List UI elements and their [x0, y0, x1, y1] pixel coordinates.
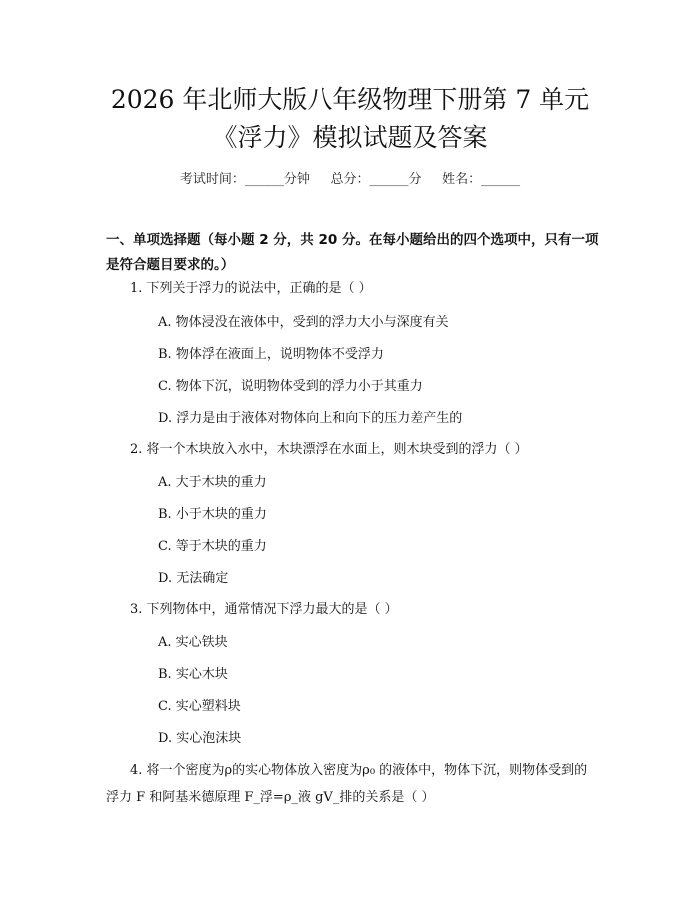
question-1-option-c: C. 物体下沉，说明物体受到的浮力小于其重力	[158, 379, 423, 394]
question-3-option-a: A. 实心铁块	[158, 635, 228, 650]
question-1-option-a: A. 物体浸没在液体中，受到的浮力大小与深度有关	[158, 315, 449, 330]
question-3-option-c: C. 实心塑料块	[158, 699, 241, 714]
question-3-stem: 3. 下列物体中，通常情况下浮力最大的是（ ）	[130, 602, 398, 617]
question-2-stem: 2. 将一个木块放入水中，木块漂浮在水面上，则木块受到的浮力（ ）	[130, 442, 528, 457]
document-title-line2: 《浮力》模拟试题及答案	[212, 123, 488, 152]
question-2-option-d: D. 无法确定	[158, 571, 229, 586]
question-4-stem: 4. 将一个密度为ρ的实心物体放入密度为ρ₀ 的液体中，物体下沉，则物体受到的浮力 F 和阿基米德原理 F_浮=ρ_液 gV_排的关系是（ ）	[106, 763, 588, 805]
question-3-option-d: D. 实心泡沫块	[158, 731, 242, 746]
question-1-stem: 1. 下列关于浮力的说法中，正确的是（ ）	[130, 281, 372, 296]
question-2-option-a: A. 大于木块的重力	[158, 475, 267, 490]
question-2-option-b: B. 小于木块的重力	[158, 507, 267, 522]
exam-info-line: 考试时间：______分钟 总分：______分 姓名：______	[179, 172, 521, 187]
section-heading: 一、单项选择题（每小题 2 分，共 20 分。在每小题给出的四个选项中，只有一项是符合题目要求的。）	[106, 232, 599, 273]
question-1-option-d: D. 浮力是由于液体对物体向上和向下的压力差产生的	[158, 411, 463, 426]
document-title-line1: 2026 年北师大版八年级物理下册第 7 单元	[110, 85, 590, 114]
question-2-option-c: C. 等于木块的重力	[158, 539, 267, 554]
question-3-option-b: B. 实心木块	[158, 667, 228, 682]
question-1-option-b: B. 物体浮在液面上，说明物体不受浮力	[158, 347, 384, 362]
